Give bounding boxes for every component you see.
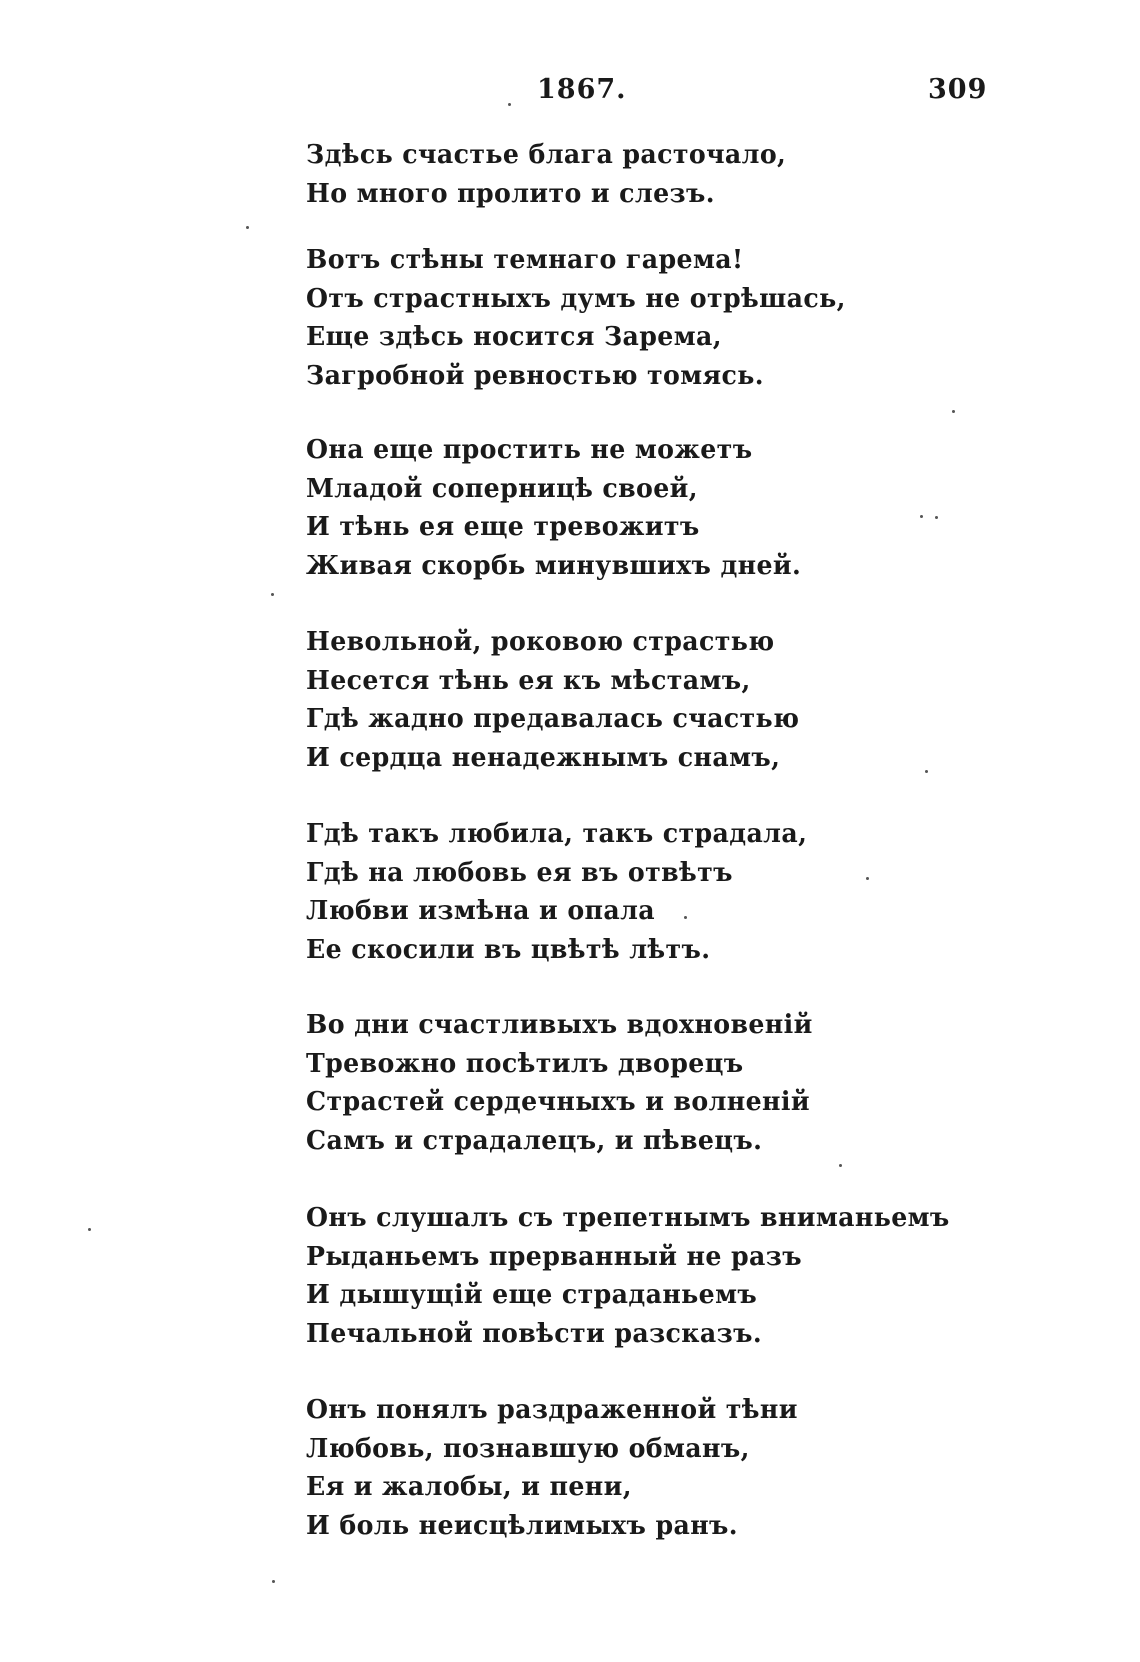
scan-speck: [952, 410, 955, 413]
scan-speck: [925, 770, 928, 773]
verse-line: Любви измѣна и опала: [306, 896, 656, 926]
scan-speck: [935, 516, 938, 519]
scan-speck: [88, 1228, 91, 1231]
verse-line: Она еще простить не можетъ: [306, 435, 753, 465]
verse-line: Живая скорбь минувшихъ дней.: [306, 550, 802, 581]
verse-line: Но много пролито и слезъ.: [306, 178, 715, 209]
stanza-3: [306, 431, 986, 585]
verse-line: Несется тѣнь ея къ мѣстамъ,: [306, 665, 751, 696]
verse-line: Отъ страстныхъ думъ не отрѣшась,: [306, 283, 846, 314]
verse-line: Ее скосили въ цвѣтѣ лѣтъ.: [306, 934, 711, 965]
running-head-year: 1867.: [537, 74, 627, 105]
verse-line: Загробной ревностью томясь.: [306, 360, 764, 391]
verse-line: Гдѣ на любовь ея въ отвѣтъ: [306, 857, 733, 888]
verse-line: Во дни счастливыхъ вдохновеній: [306, 1010, 813, 1040]
stanza-5: [306, 815, 986, 969]
scan-speck: [866, 877, 869, 880]
verse-line: Гдѣ такъ любила, такъ страдала,: [306, 819, 808, 849]
stanza-1: [306, 136, 986, 213]
scan-speck: [272, 1580, 275, 1583]
scan-speck: [246, 226, 249, 229]
verse-line: И сердца ненадежнымъ снамъ,: [306, 742, 781, 773]
verse-line: И тѣнь ея еще тревожитъ: [306, 512, 700, 542]
verse-line: Рыданьемъ прерванный не разъ: [306, 1241, 802, 1272]
verse-line: Гдѣ жадно предавалась счастью: [306, 704, 800, 734]
stanza-7: [306, 1199, 986, 1353]
scan-speck: [920, 515, 923, 518]
scan-speck: [271, 593, 274, 596]
verse-line: Еще здѣсь носится Зарема,: [306, 322, 722, 352]
stanza-8: [306, 1391, 986, 1545]
verse-line: Вотъ стѣны темнаго гарема!: [306, 245, 744, 275]
stanza-4: [306, 623, 986, 777]
verse-line: Невольной, роковою страстью: [306, 627, 775, 657]
verse-line: Печальной повѣсти разсказъ.: [306, 1318, 763, 1349]
stanza-6: [306, 1006, 986, 1160]
verse-line: Онъ понялъ раздраженной тѣни: [306, 1395, 798, 1425]
verse-line: Младой соперницѣ своей,: [306, 473, 698, 504]
verse-line: Самъ и страдалецъ, и пѣвецъ.: [306, 1125, 763, 1156]
verse-line: Ея и жалобы, и пени,: [306, 1472, 632, 1502]
verse-line: И дышущій еще страданьемъ: [306, 1280, 758, 1310]
page-number: 309: [928, 74, 988, 105]
running-head: [0, 74, 1140, 114]
stanza-2: [306, 241, 986, 395]
verse-line: Онъ слушалъ съ трепетнымъ вниманьемъ: [306, 1203, 950, 1233]
scan-speck: [684, 916, 687, 919]
verse-line: Здѣсь счастье блага расточало,: [306, 140, 787, 170]
scan-speck: [839, 1164, 842, 1167]
scan-speck: [508, 103, 511, 106]
verse-line: Любовь, познавшую обманъ,: [306, 1433, 750, 1464]
verse-line: Тревожно посѣтилъ дворецъ: [306, 1048, 744, 1079]
verse-line: Страстей сердечныхъ и волненій: [306, 1087, 810, 1117]
verse-line: И боль неисцѣлимыхъ ранъ.: [306, 1510, 738, 1541]
